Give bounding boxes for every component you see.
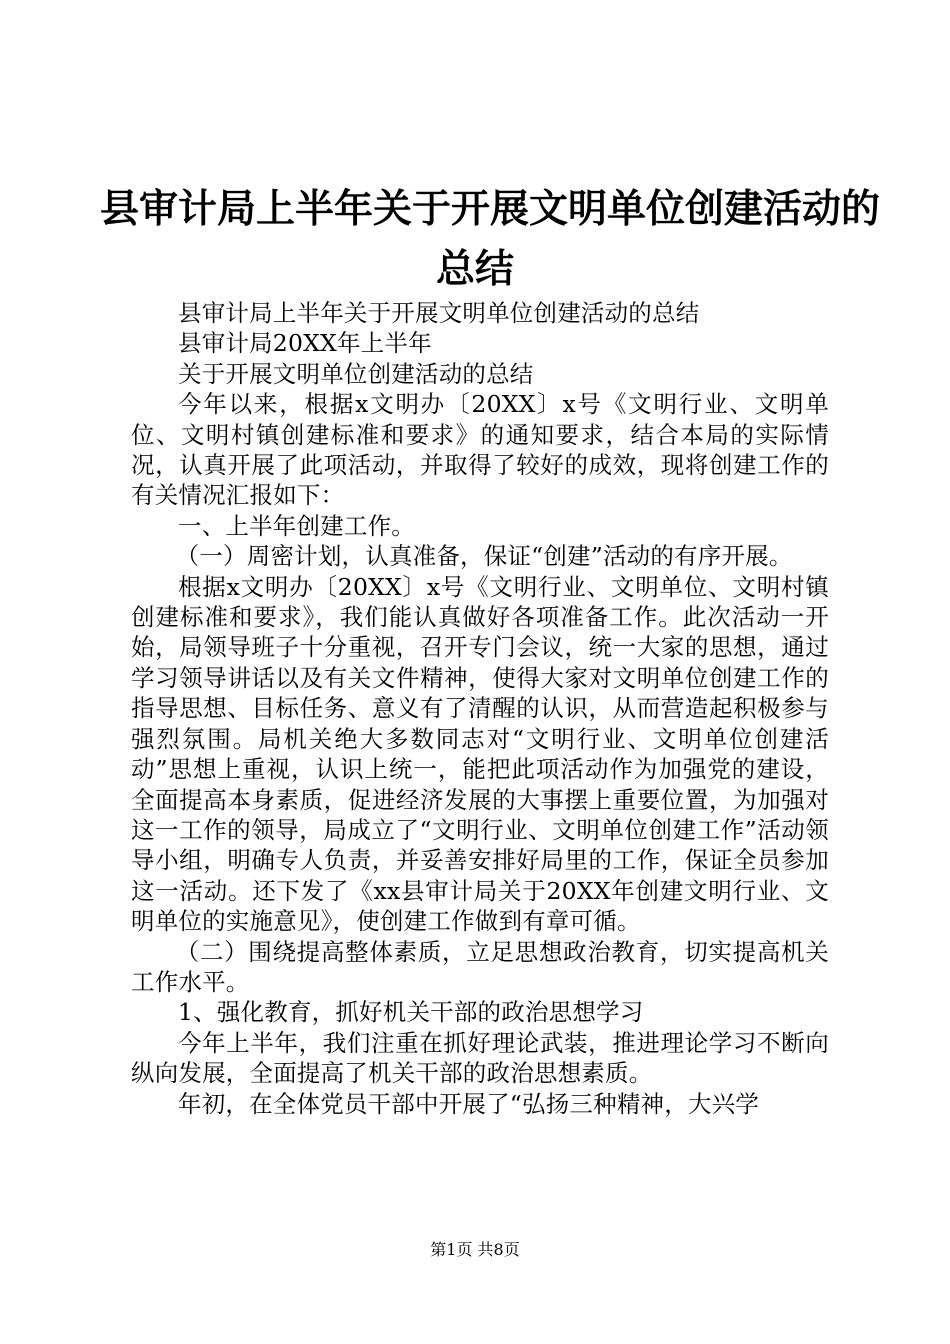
- paragraph-subtitle: 县审计局上半年关于开展文明单位创建活动的总结: [178, 299, 700, 327]
- paragraph-intro: 今年以来，根据x文明办〔20XX〕x号《文明行业、文明单位、文明村镇创建标准和要求》的通知要求，结合本局的实际情况，认真开展了此项活动，并取得了较好的成效，现将创建工作的有关情况汇报如下：: [131, 390, 829, 510]
- subsection-heading-2: （二）围绕提高整体素质，立足思想政治教育，切实提高机关工作水平。: [131, 937, 829, 996]
- page-footer: 第1页 共8页: [430, 1240, 520, 1259]
- document-body: [131, 298, 829, 1119]
- document-title-line-2: 总结: [435, 247, 514, 292]
- paragraph-topic: 关于开展文明单位创建活动的总结: [178, 359, 534, 388]
- paragraph-preparation: 根据x文明办〔20XX〕x号《文明行业、文明单位、文明村镇创建标准和要求》，我们能认真做好各项准备工作。此次活动一开始，局领导班子十分重视，召开专门会议，统一大家的思想，通过学习领导讲话以及有关文件精神，使得大家对文明单位创建工作的指导思想、目标任务、意义有了清醒的认识，从而营造起积极参与强烈氛围。局机关绝大多数同志对“文明行业、文明单位创建活动”思想上重视，认识上统一，能把此项活动作为加强党的建设，全面提高本身素质，促进经济发展的大事摆上重要位置，为加强对这一工作的领导，局成立了“文明行业、文明单位创建工作”活动领导小组，明确专人负责，并妥善安排好局里的工作，保证全员参加这一活动。还下发了《xx县审计局关于20XX年创建文明行业、文明单位的实施意见》，使创建工作做到有章可循。: [131, 572, 829, 936]
- item-heading-1: 1、强化教育，抓好机关干部的政治思想学习: [178, 998, 644, 1027]
- document-title-line-1: 县审计局上半年关于开展文明单位创建活动的: [100, 187, 881, 232]
- paragraph-year-start: 年初，在全体党员干部中开展了“弘扬三种精神，大兴学: [178, 1089, 760, 1118]
- paragraph-study: 今年上半年，我们注重在抓好理论武装，推进理论学习不断向纵向发展，全面提高了机关干部的政治思想素质。: [131, 1028, 829, 1088]
- subsection-heading-1: （一）周密计划，认真准备，保证“创建”活动的有序开展。: [175, 542, 793, 571]
- section-heading-1: 一、上半年创建工作。: [178, 511, 415, 540]
- paragraph-org-period: 县审计局20XX年上半年: [178, 329, 432, 358]
